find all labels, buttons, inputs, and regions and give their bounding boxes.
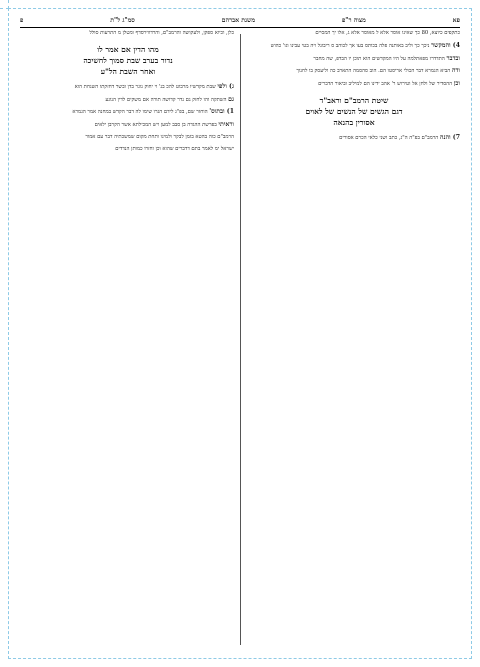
page-number-right: פא bbox=[452, 16, 460, 24]
section-heading: מהו הדין אם אמר לו נדור בערב שבת סמוך לחשיכה ואחר השבת הל"ע bbox=[83, 44, 173, 76]
paragraph-lead: גם bbox=[228, 95, 234, 103]
paragraph-lead: ודה bbox=[451, 67, 460, 75]
section-label: מצוה ר"פ bbox=[341, 16, 366, 24]
section-heading: שיטת הרמב"ם וראב"ד דגם הגשים של הנשים של לאוים אסורין בהנאה bbox=[305, 95, 403, 127]
paragraph: ובדבר התדדרו מפאתלמה על היו המקדשים הוא תוכן יו הבדפ, שה מחבר bbox=[313, 54, 460, 62]
paragraph: וראיתי בפרשת ההגדה בן סבב למען ויש המכילתא אשר הקרבן ילאים bbox=[94, 121, 234, 129]
running-header bbox=[20, 14, 460, 26]
paragraph: 1) ובתוס' הוחזר שם, בפ"ג לידם הגרו שימו לה דבר הקדש במחנה אמר הגמרא bbox=[72, 108, 234, 116]
paragraph-lead: 7) והנה bbox=[439, 133, 460, 141]
paragraph: ישראל ימ לאמר בתם דדברים שהוא וכן וחזרו כמותן הנדדים bbox=[115, 145, 234, 152]
paragraph: ודה הביא הגמרא דבר הכולי אריסטו הם. הוב סהסמה התארב כה וליעסק בו לחנוך bbox=[296, 67, 460, 75]
paragraph-lead: 1) ובתוס' bbox=[209, 108, 234, 116]
paragraph: וכן ההסדיר של ולחן אל וטירוש ר' אהב ידינו הם למיליב וביאור הדברים bbox=[318, 80, 460, 88]
paragraph: הרמב"ם כוה בהטא בזמן לבקר ולמינו ותחת מקום שמשכתיה דבר עם אמור bbox=[85, 133, 234, 140]
paragraph: 4) והמקשר ניכך כך וליב באותנה פלה בכותס בעו אך לכוהב ס ריבונל ויה בטי עבינו וגו' כהוש bbox=[270, 41, 460, 49]
section-label-secondary: סמ"ג ל"ת bbox=[110, 16, 135, 24]
crop-mark bbox=[0, 0, 9, 9]
header-rule bbox=[20, 27, 460, 28]
paragraph: ג) ולפי שבת מקדשיו מרבוט להכ בנ' וי יחוק נוגר בדן ובשר דחזקתו השגחת הוא bbox=[74, 82, 234, 90]
paragraph-lead: וכן bbox=[453, 80, 460, 88]
paragraph: 7) והנה הרמב"ם בפ"ה ה"ג, כתב ושני כלאי הכרם אסורים bbox=[339, 133, 460, 141]
column-divider bbox=[240, 34, 241, 645]
book-title: משנת אברהם bbox=[221, 16, 256, 24]
paragraph-lead: ג) ולפי bbox=[217, 82, 234, 90]
paragraph: גם השתקה והו לחזק גם נדר קדושה תורה אם משקים לדין הנוגע bbox=[105, 95, 234, 103]
paragraph: כלן, וכיוא ספקן, ולעקושה והרמב"ם, והרדווירסדף ומטלן מ התרעות סולל bbox=[89, 30, 234, 36]
paragraph-lead: ובדבר bbox=[446, 54, 460, 62]
paragraph-lead: וראיתי bbox=[218, 121, 234, 129]
paragraph-lead: 4) והמקשר bbox=[431, 41, 460, 49]
right-column bbox=[248, 30, 460, 650]
left-column bbox=[22, 30, 234, 650]
page-number-left: פ bbox=[20, 16, 24, 24]
paragraph: כתקפים כיוצא, 80 כך שאינו אוסר אלא ל מאוסר אלא ג, אלו יך המסיים bbox=[315, 30, 460, 36]
